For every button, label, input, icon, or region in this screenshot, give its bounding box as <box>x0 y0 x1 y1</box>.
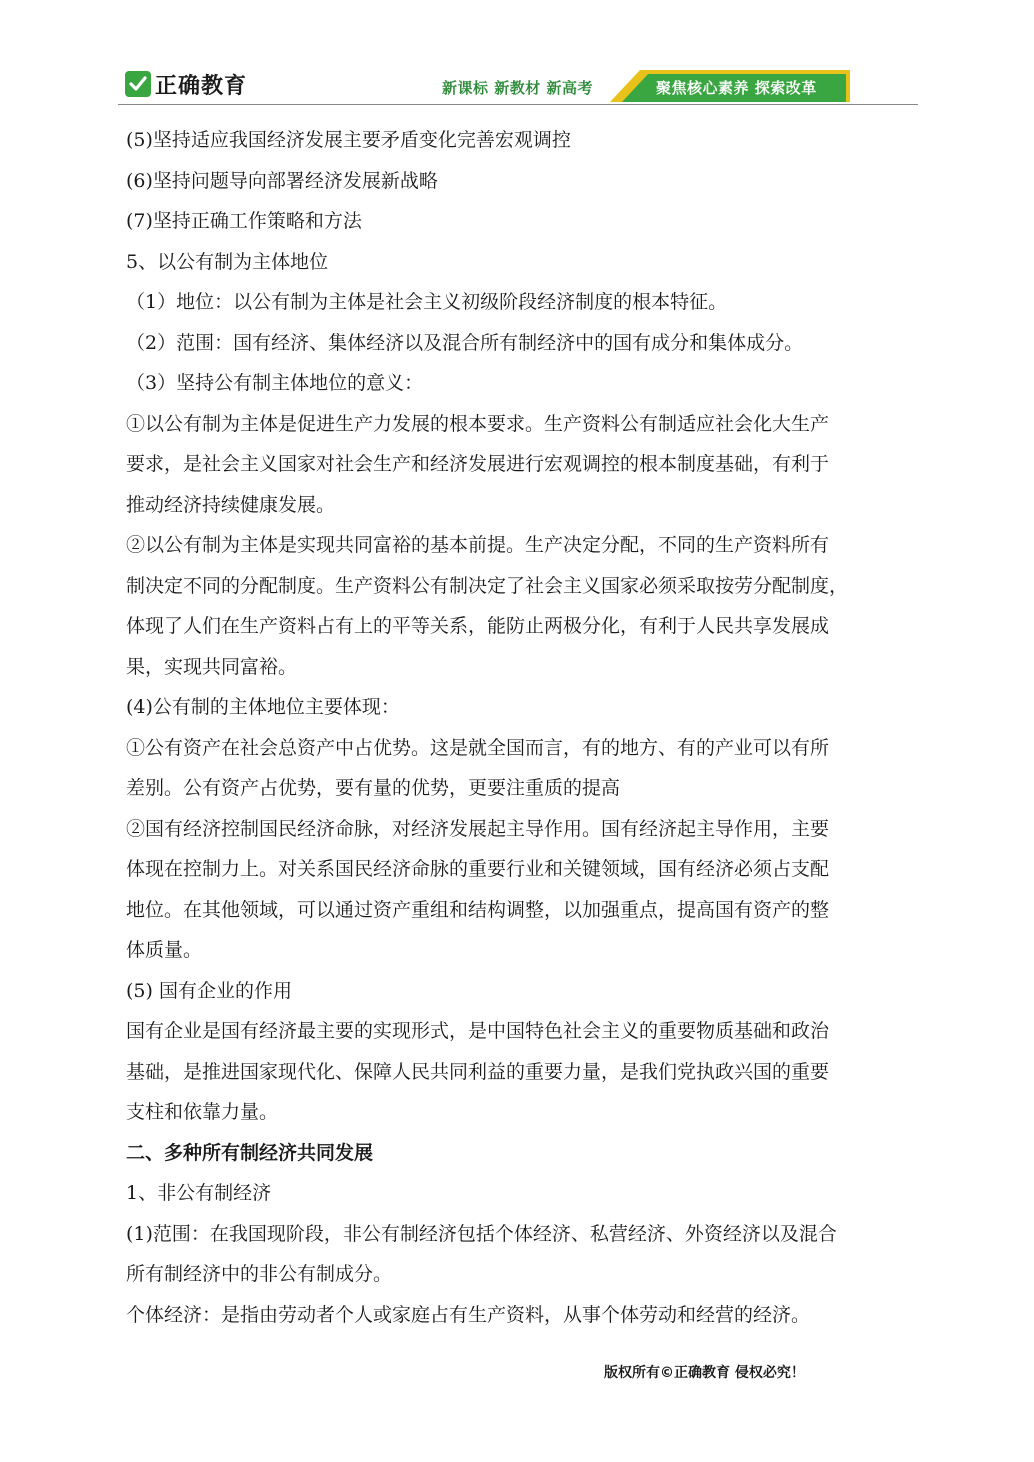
chapter-heading: 二、多种所有制经济共同发展 <box>126 1141 374 1164</box>
text-line: ②以公有制为主体是实现共同富裕的基本前提。生产决定分配，不同的生产资料所有 <box>126 534 830 556</box>
section-heading: 5、以公有制为主体地位 <box>126 250 329 273</box>
text-line: 差别。公有资产占优势，要有量的优势，更要注重质的提高 <box>126 777 621 799</box>
text-line: （1）地位：以公有制为主体是社会主义初级阶段经济制度的根本特征。 <box>126 291 728 313</box>
brand-name: 正确教育 <box>155 73 248 99</box>
text-line: 体质量。 <box>126 939 203 961</box>
text-line: 基础，是推进国家现代化、保障人民共同利益的重要力量，是我们党执政兴国的重要 <box>126 1060 830 1083</box>
text-line: (6)坚持问题导向部署经济发展新战略 <box>126 169 438 192</box>
text-line: ②国有经济控制国民经济命脉，对经济发展起主导作用。国有经济起主导作用，主要 <box>126 817 830 840</box>
checkmark-icon <box>125 71 151 97</box>
text-line: 推动经济持续健康发展。 <box>126 493 336 516</box>
text-line: (1)范围：在我国现阶段，非公有制经济包括个体经济、私营经济、外资经济以及混合 <box>126 1222 837 1245</box>
text-line: 个体经济：是指由劳动者个人或家庭占有生产资料，从事个体劳动和经营的经济。 <box>126 1303 811 1326</box>
text-line: 支柱和依靠力量。 <box>126 1101 279 1123</box>
text-line: ①公有资产在社会总资产中占优势。这是就全国而言，有的地方、有的产业可以有所 <box>126 736 830 759</box>
brand-logo <box>125 68 247 100</box>
text-line: ①以公有制为主体是促进生产力发展的根本要求。生产资料公有制适应社会化大生产 <box>126 412 830 435</box>
text-line: (5) 国有企业的作用 <box>126 979 292 1002</box>
text-line: 要求，是社会主义国家对社会生产和经济发展进行宏观调控的根本制度基础，有利于 <box>126 453 830 475</box>
section-heading: 1、非公有制经济 <box>126 1182 272 1204</box>
text-line: 地位。在其他领域，可以通过资产重组和结构调整，以加强重点，提高国有资产的整 <box>126 898 830 921</box>
copyright-footer: 版权所有©正确教育 侵权必究！ <box>604 1365 805 1381</box>
slogan-left: 新课标 新教材 新高考 <box>442 79 593 97</box>
text-line: (4)公有制的主体地位主要体现： <box>126 696 400 718</box>
page-header <box>0 0 1034 108</box>
header-divider <box>118 104 918 105</box>
text-line: （3）坚持公有制主体地位的意义： <box>126 372 424 394</box>
slogan-right: 聚焦核心素养 探索改革 <box>656 79 817 97</box>
document-body <box>126 120 916 1335</box>
text-line: (5)坚持适应我国经济发展主要矛盾变化完善宏观调控 <box>126 129 571 151</box>
text-line: 体现了人们在生产资料占有上的平等关系，能防止两极分化，有利于人民共享发展成 <box>126 615 830 637</box>
text-line: 果，实现共同富裕。 <box>126 655 298 678</box>
text-line: 制决定不同的分配制度。生产资料公有制决定了社会主义国家必须采取按劳分配制度， <box>126 574 849 597</box>
text-line: 所有制经济中的非公有制成分。 <box>126 1263 393 1285</box>
text-line: (7)坚持正确工作策略和方法 <box>126 210 362 232</box>
text-line: （2）范围：国有经济、集体经济以及混合所有制经济中的国有成分和集体成分。 <box>126 331 804 354</box>
text-line: 体现在控制力上。对关系国民经济命脉的重要行业和关键领域，国有经济必须占支配 <box>126 858 830 880</box>
text-line: 国有企业是国有经济最主要的实现形式，是中国特色社会主义的重要物质基础和政治 <box>126 1020 830 1042</box>
